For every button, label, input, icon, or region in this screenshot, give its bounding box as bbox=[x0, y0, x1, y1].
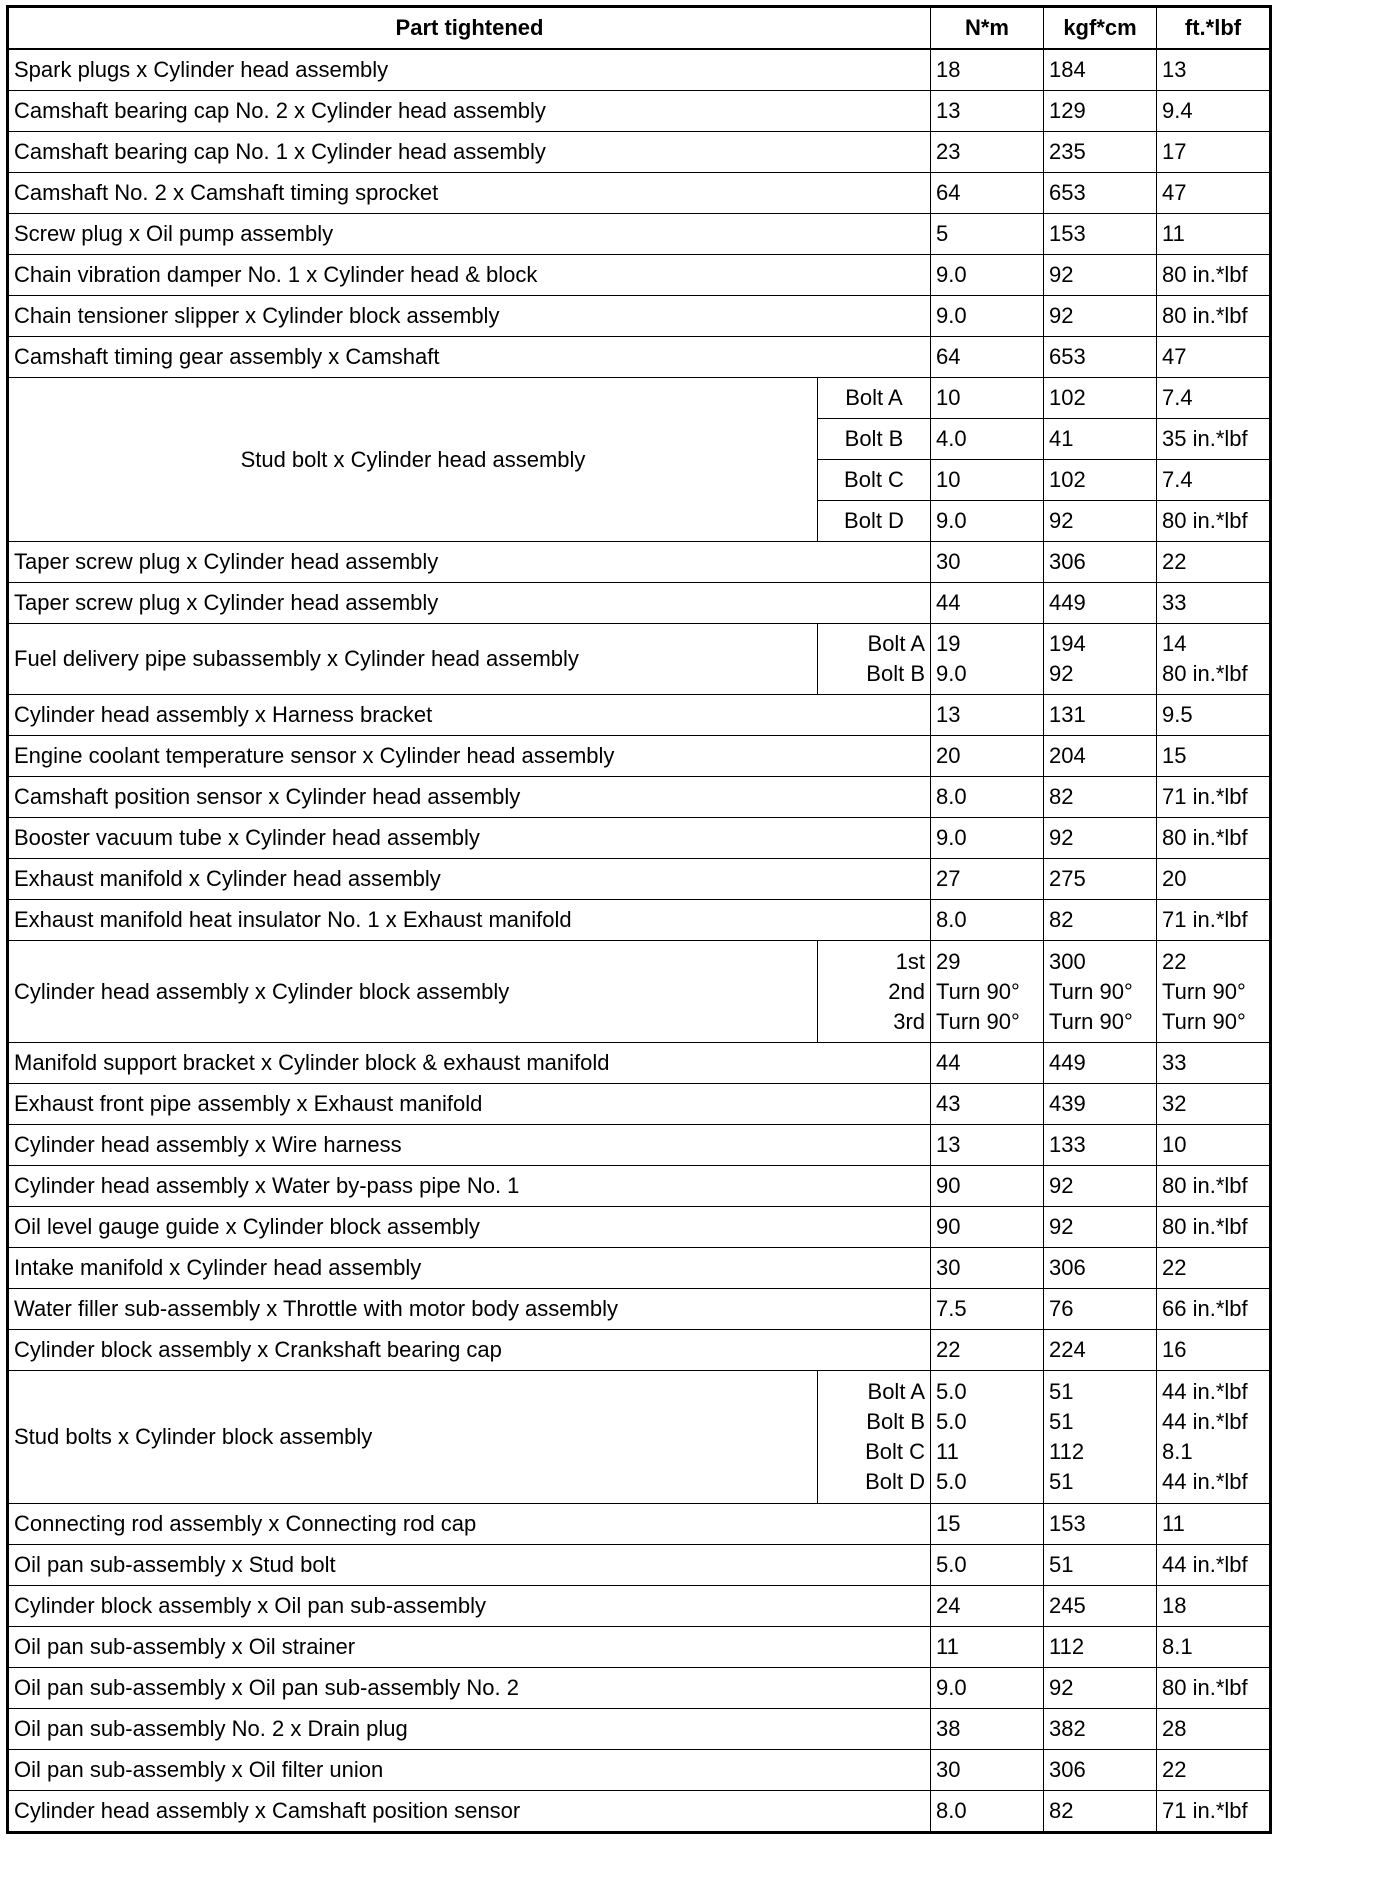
part-cell: Cylinder head assembly x Harness bracket bbox=[8, 695, 931, 736]
header-part-tightened: Part tightened bbox=[8, 7, 931, 50]
kgf-cm-cell bbox=[1044, 1371, 1157, 1504]
ft-lbf-cell: 80 in.*lbf bbox=[1157, 501, 1271, 542]
nm-cell-line: 9.0 bbox=[936, 661, 967, 686]
ft-lbf-cell: 13 bbox=[1157, 49, 1271, 91]
ft-lbf-cell: 9.4 bbox=[1157, 91, 1271, 132]
nm-cell: 11 bbox=[931, 1627, 1044, 1668]
table-body bbox=[8, 49, 1271, 1833]
kgf-cm-cell: 449 bbox=[1044, 583, 1157, 624]
nm-cell: 5.0 bbox=[931, 1545, 1044, 1586]
kgf-cm-cell: 306 bbox=[1044, 1750, 1157, 1791]
sub-label-cell-line: Bolt B bbox=[866, 1409, 925, 1434]
ft-lbf-cell: 7.4 bbox=[1157, 378, 1271, 419]
kgf-cm-cell: 275 bbox=[1044, 859, 1157, 900]
table-row bbox=[8, 91, 1271, 132]
part-cell: Cylinder head assembly x Wire harness bbox=[8, 1125, 931, 1166]
table-row bbox=[8, 695, 1271, 736]
nm-cell: 4.0 bbox=[931, 419, 1044, 460]
kgf-cm-cell-line: 51 bbox=[1049, 1379, 1074, 1404]
table-row bbox=[8, 296, 1271, 337]
nm-cell: 43 bbox=[931, 1084, 1044, 1125]
kgf-cm-cell: 92 bbox=[1044, 296, 1157, 337]
nm-cell: 38 bbox=[931, 1709, 1044, 1750]
table-row bbox=[8, 624, 1271, 695]
table-row bbox=[8, 736, 1271, 777]
kgf-cm-cell: 82 bbox=[1044, 900, 1157, 941]
sub-label-cell-line: 3rd bbox=[893, 1008, 925, 1034]
table-header-row bbox=[8, 7, 1271, 50]
nm-cell-line: 5.0 bbox=[936, 1379, 967, 1404]
sub-label-cell bbox=[818, 624, 931, 695]
kgf-cm-cell: 51 bbox=[1044, 1545, 1157, 1586]
header-ft-lbf: ft.*lbf bbox=[1157, 7, 1271, 50]
kgf-cm-cell bbox=[1044, 941, 1157, 1043]
sub-label-cell: Bolt C bbox=[818, 460, 931, 501]
ft-lbf-cell: 80 in.*lbf bbox=[1157, 1207, 1271, 1248]
ft-lbf-cell-line: Turn 90° bbox=[1162, 1008, 1246, 1034]
nm-cell: 27 bbox=[931, 859, 1044, 900]
nm-cell-line: 11 bbox=[936, 1439, 959, 1464]
nm-cell: 10 bbox=[931, 378, 1044, 419]
nm-cell: 30 bbox=[931, 1750, 1044, 1791]
table-row bbox=[8, 1330, 1271, 1371]
kgf-cm-cell-line: 194 bbox=[1049, 631, 1086, 656]
kgf-cm-cell: 92 bbox=[1044, 501, 1157, 542]
ft-lbf-cell: 44 in.*lbf bbox=[1157, 1545, 1271, 1586]
nm-cell: 18 bbox=[931, 49, 1044, 91]
kgf-cm-cell-line: 51 bbox=[1049, 1409, 1074, 1434]
ft-lbf-cell-line: 8.1 bbox=[1162, 1439, 1193, 1464]
ft-lbf-cell: 47 bbox=[1157, 173, 1271, 214]
ft-lbf-cell: 80 in.*lbf bbox=[1157, 818, 1271, 859]
sub-label-cell-line: 2nd bbox=[888, 978, 925, 1004]
kgf-cm-cell-line: 300 bbox=[1049, 948, 1086, 974]
ft-lbf-cell: 66 in.*lbf bbox=[1157, 1289, 1271, 1330]
kgf-cm-cell: 92 bbox=[1044, 255, 1157, 296]
ft-lbf-cell: 28 bbox=[1157, 1709, 1271, 1750]
table-row bbox=[8, 1125, 1271, 1166]
ft-lbf-cell: 20 bbox=[1157, 859, 1271, 900]
table-row bbox=[8, 378, 1271, 419]
table-row bbox=[8, 777, 1271, 818]
sub-label-cell-line: Bolt C bbox=[865, 1439, 925, 1464]
part-cell: Exhaust manifold x Cylinder head assembly bbox=[8, 859, 931, 900]
nm-cell: 90 bbox=[931, 1166, 1044, 1207]
part-cell: Cylinder block assembly x Oil pan sub-assembly bbox=[8, 1586, 931, 1627]
table-row bbox=[8, 542, 1271, 583]
kgf-cm-cell: 92 bbox=[1044, 818, 1157, 859]
nm-cell-line: 5.0 bbox=[936, 1469, 967, 1494]
ft-lbf-cell: 15 bbox=[1157, 736, 1271, 777]
kgf-cm-cell: 82 bbox=[1044, 777, 1157, 818]
nm-cell: 8.0 bbox=[931, 900, 1044, 941]
nm-cell: 64 bbox=[931, 337, 1044, 378]
kgf-cm-cell: 306 bbox=[1044, 542, 1157, 583]
ft-lbf-cell: 11 bbox=[1157, 1504, 1271, 1545]
part-cell: Taper screw plug x Cylinder head assembly bbox=[8, 542, 931, 583]
kgf-cm-cell: 133 bbox=[1044, 1125, 1157, 1166]
table-row bbox=[8, 132, 1271, 173]
nm-cell bbox=[931, 624, 1044, 695]
kgf-cm-cell: 382 bbox=[1044, 1709, 1157, 1750]
table-row bbox=[8, 1791, 1271, 1833]
ft-lbf-cell-line: 44 in.*lbf bbox=[1162, 1409, 1248, 1434]
nm-cell: 13 bbox=[931, 91, 1044, 132]
ft-lbf-cell: 80 in.*lbf bbox=[1157, 296, 1271, 337]
kgf-cm-cell-line: 112 bbox=[1049, 1439, 1085, 1464]
nm-cell: 22 bbox=[931, 1330, 1044, 1371]
ft-lbf-cell-line: 80 in.*lbf bbox=[1162, 661, 1248, 686]
nm-cell: 44 bbox=[931, 1043, 1044, 1084]
nm-cell: 8.0 bbox=[931, 777, 1044, 818]
kgf-cm-cell: 184 bbox=[1044, 49, 1157, 91]
sub-label-cell-line: Bolt D bbox=[865, 1469, 925, 1494]
ft-lbf-cell bbox=[1157, 941, 1271, 1043]
kgf-cm-cell-line: 92 bbox=[1049, 661, 1074, 686]
nm-cell: 24 bbox=[931, 1586, 1044, 1627]
kgf-cm-cell: 245 bbox=[1044, 1586, 1157, 1627]
part-cell: Stud bolt x Cylinder head assembly bbox=[8, 378, 818, 542]
part-cell: Cylinder block assembly x Crankshaft bearing cap bbox=[8, 1330, 931, 1371]
part-cell: Cylinder head assembly x Camshaft position sensor bbox=[8, 1791, 931, 1833]
nm-cell: 9.0 bbox=[931, 255, 1044, 296]
nm-cell: 8.0 bbox=[931, 1791, 1044, 1833]
kgf-cm-cell: 76 bbox=[1044, 1289, 1157, 1330]
ft-lbf-cell bbox=[1157, 624, 1271, 695]
ft-lbf-cell: 22 bbox=[1157, 1248, 1271, 1289]
table-row bbox=[8, 1545, 1271, 1586]
kgf-cm-cell: 41 bbox=[1044, 419, 1157, 460]
kgf-cm-cell: 102 bbox=[1044, 378, 1157, 419]
kgf-cm-cell: 439 bbox=[1044, 1084, 1157, 1125]
ft-lbf-cell: 9.5 bbox=[1157, 695, 1271, 736]
nm-cell: 44 bbox=[931, 583, 1044, 624]
table-row bbox=[8, 583, 1271, 624]
nm-cell: 23 bbox=[931, 132, 1044, 173]
kgf-cm-cell: 306 bbox=[1044, 1248, 1157, 1289]
kgf-cm-cell: 653 bbox=[1044, 337, 1157, 378]
header-kgf-cm: kgf*cm bbox=[1044, 7, 1157, 50]
ft-lbf-cell: 32 bbox=[1157, 1084, 1271, 1125]
kgf-cm-cell: 153 bbox=[1044, 214, 1157, 255]
sub-label-cell-line: Bolt A bbox=[867, 1379, 925, 1404]
ft-lbf-cell: 10 bbox=[1157, 1125, 1271, 1166]
nm-cell: 5 bbox=[931, 214, 1044, 255]
ft-lbf-cell: 80 in.*lbf bbox=[1157, 1668, 1271, 1709]
torque-spec-table bbox=[6, 5, 1272, 1834]
part-cell: Cylinder head assembly x Cylinder block assembly bbox=[8, 941, 818, 1043]
part-cell: Fuel delivery pipe subassembly x Cylinder head assembly bbox=[8, 624, 818, 695]
ft-lbf-cell: 71 in.*lbf bbox=[1157, 777, 1271, 818]
part-cell: Oil level gauge guide x Cylinder block assembly bbox=[8, 1207, 931, 1248]
ft-lbf-cell-line: 14 bbox=[1162, 631, 1187, 656]
kgf-cm-cell: 92 bbox=[1044, 1668, 1157, 1709]
nm-cell bbox=[931, 941, 1044, 1043]
nm-cell: 15 bbox=[931, 1504, 1044, 1545]
sub-label-cell-line: 1st bbox=[895, 948, 925, 974]
kgf-cm-cell: 112 bbox=[1044, 1627, 1157, 1668]
part-cell: Camshaft timing gear assembly x Camshaft bbox=[8, 337, 931, 378]
ft-lbf-cell: 33 bbox=[1157, 1043, 1271, 1084]
table-row bbox=[8, 1627, 1271, 1668]
part-cell: Spark plugs x Cylinder head assembly bbox=[8, 49, 931, 91]
nm-cell: 20 bbox=[931, 736, 1044, 777]
part-cell: Engine coolant temperature sensor x Cylinder head assembly bbox=[8, 736, 931, 777]
part-cell: Camshaft position sensor x Cylinder head assembly bbox=[8, 777, 931, 818]
ft-lbf-cell-line: Turn 90° bbox=[1162, 978, 1246, 1004]
table-row bbox=[8, 818, 1271, 859]
table-row bbox=[8, 941, 1271, 1043]
kgf-cm-cell-line: 51 bbox=[1049, 1469, 1074, 1494]
part-cell: Screw plug x Oil pump assembly bbox=[8, 214, 931, 255]
ft-lbf-cell: 71 in.*lbf bbox=[1157, 1791, 1271, 1833]
kgf-cm-cell: 653 bbox=[1044, 173, 1157, 214]
part-cell: Oil pan sub-assembly x Oil strainer bbox=[8, 1627, 931, 1668]
kgf-cm-cell: 92 bbox=[1044, 1207, 1157, 1248]
ft-lbf-cell: 22 bbox=[1157, 1750, 1271, 1791]
nm-cell-line: Turn 90° bbox=[936, 1008, 1020, 1034]
table-row bbox=[8, 1586, 1271, 1627]
ft-lbf-cell: 80 in.*lbf bbox=[1157, 1166, 1271, 1207]
ft-lbf-cell-line: 22 bbox=[1162, 948, 1187, 974]
table-row bbox=[8, 900, 1271, 941]
ft-lbf-cell: 18 bbox=[1157, 1586, 1271, 1627]
ft-lbf-cell: 17 bbox=[1157, 132, 1271, 173]
table-row bbox=[8, 1504, 1271, 1545]
nm-cell: 90 bbox=[931, 1207, 1044, 1248]
table-row bbox=[8, 255, 1271, 296]
table-row bbox=[8, 1043, 1271, 1084]
part-cell: Oil pan sub-assembly x Oil filter union bbox=[8, 1750, 931, 1791]
kgf-cm-cell: 102 bbox=[1044, 460, 1157, 501]
ft-lbf-cell: 8.1 bbox=[1157, 1627, 1271, 1668]
part-cell: Chain vibration damper No. 1 x Cylinder head & block bbox=[8, 255, 931, 296]
part-cell: Water filler sub-assembly x Throttle with motor body assembly bbox=[8, 1289, 931, 1330]
ft-lbf-cell bbox=[1157, 1371, 1271, 1504]
table-row bbox=[8, 173, 1271, 214]
ft-lbf-cell-line: 44 in.*lbf bbox=[1162, 1379, 1248, 1404]
part-cell: Oil pan sub-assembly x Oil pan sub-assembly No. 2 bbox=[8, 1668, 931, 1709]
table-row bbox=[8, 1750, 1271, 1791]
kgf-cm-cell: 204 bbox=[1044, 736, 1157, 777]
kgf-cm-cell: 235 bbox=[1044, 132, 1157, 173]
ft-lbf-cell: 11 bbox=[1157, 214, 1271, 255]
table-row bbox=[8, 1166, 1271, 1207]
part-cell: Intake manifold x Cylinder head assembly bbox=[8, 1248, 931, 1289]
part-cell: Exhaust manifold heat insulator No. 1 x Exhaust manifold bbox=[8, 900, 931, 941]
nm-cell: 13 bbox=[931, 695, 1044, 736]
ft-lbf-cell: 7.4 bbox=[1157, 460, 1271, 501]
kgf-cm-cell: 153 bbox=[1044, 1504, 1157, 1545]
part-cell: Oil pan sub-assembly No. 2 x Drain plug bbox=[8, 1709, 931, 1750]
part-cell: Connecting rod assembly x Connecting rod cap bbox=[8, 1504, 931, 1545]
table-row bbox=[8, 1207, 1271, 1248]
nm-cell bbox=[931, 1371, 1044, 1504]
nm-cell: 9.0 bbox=[931, 1668, 1044, 1709]
nm-cell-line: 19 bbox=[936, 631, 961, 656]
part-cell: Manifold support bracket x Cylinder block & exhaust manifold bbox=[8, 1043, 931, 1084]
table-row bbox=[8, 1289, 1271, 1330]
nm-cell: 9.0 bbox=[931, 501, 1044, 542]
nm-cell: 30 bbox=[931, 1248, 1044, 1289]
part-cell: Camshaft bearing cap No. 1 x Cylinder head assembly bbox=[8, 132, 931, 173]
sub-label-cell-line: Bolt B bbox=[866, 661, 925, 686]
part-cell: Camshaft bearing cap No. 2 x Cylinder head assembly bbox=[8, 91, 931, 132]
table-row bbox=[8, 1668, 1271, 1709]
header-nm: N*m bbox=[931, 7, 1044, 50]
table-row bbox=[8, 214, 1271, 255]
kgf-cm-cell bbox=[1044, 624, 1157, 695]
table-row bbox=[8, 1248, 1271, 1289]
kgf-cm-cell: 92 bbox=[1044, 1166, 1157, 1207]
nm-cell: 64 bbox=[931, 173, 1044, 214]
nm-cell: 9.0 bbox=[931, 818, 1044, 859]
nm-cell-line: Turn 90° bbox=[936, 978, 1020, 1004]
nm-cell: 7.5 bbox=[931, 1289, 1044, 1330]
nm-cell: 30 bbox=[931, 542, 1044, 583]
kgf-cm-cell: 224 bbox=[1044, 1330, 1157, 1371]
table-row bbox=[8, 859, 1271, 900]
kgf-cm-cell-line: Turn 90° bbox=[1049, 978, 1133, 1004]
part-cell: Taper screw plug x Cylinder head assembly bbox=[8, 583, 931, 624]
sub-label-cell bbox=[818, 1371, 931, 1504]
ft-lbf-cell: 22 bbox=[1157, 542, 1271, 583]
part-cell: Cylinder head assembly x Water by-pass pipe No. 1 bbox=[8, 1166, 931, 1207]
kgf-cm-cell: 129 bbox=[1044, 91, 1157, 132]
part-cell: Oil pan sub-assembly x Stud bolt bbox=[8, 1545, 931, 1586]
ft-lbf-cell: 47 bbox=[1157, 337, 1271, 378]
ft-lbf-cell: 71 in.*lbf bbox=[1157, 900, 1271, 941]
sub-label-cell: Bolt B bbox=[818, 419, 931, 460]
ft-lbf-cell: 35 in.*lbf bbox=[1157, 419, 1271, 460]
ft-lbf-cell: 33 bbox=[1157, 583, 1271, 624]
part-cell: Chain tensioner slipper x Cylinder block assembly bbox=[8, 296, 931, 337]
sub-label-cell-line: Bolt A bbox=[867, 631, 925, 656]
part-cell: Exhaust front pipe assembly x Exhaust manifold bbox=[8, 1084, 931, 1125]
table-row bbox=[8, 337, 1271, 378]
table-row bbox=[8, 49, 1271, 91]
part-cell: Stud bolts x Cylinder block assembly bbox=[8, 1371, 818, 1504]
table-row bbox=[8, 1371, 1271, 1504]
table-row bbox=[8, 1084, 1271, 1125]
ft-lbf-cell-line: 44 in.*lbf bbox=[1162, 1469, 1248, 1494]
sub-label-cell: Bolt D bbox=[818, 501, 931, 542]
kgf-cm-cell: 82 bbox=[1044, 1791, 1157, 1833]
kgf-cm-cell: 449 bbox=[1044, 1043, 1157, 1084]
part-cell: Camshaft No. 2 x Camshaft timing sprocket bbox=[8, 173, 931, 214]
nm-cell-line: 29 bbox=[936, 948, 961, 974]
sub-label-cell bbox=[818, 941, 931, 1043]
ft-lbf-cell: 80 in.*lbf bbox=[1157, 255, 1271, 296]
part-cell: Booster vacuum tube x Cylinder head assembly bbox=[8, 818, 931, 859]
nm-cell: 9.0 bbox=[931, 296, 1044, 337]
kgf-cm-cell: 131 bbox=[1044, 695, 1157, 736]
nm-cell-line: 5.0 bbox=[936, 1409, 967, 1434]
nm-cell: 10 bbox=[931, 460, 1044, 501]
ft-lbf-cell: 16 bbox=[1157, 1330, 1271, 1371]
sub-label-cell: Bolt A bbox=[818, 378, 931, 419]
table-row bbox=[8, 1709, 1271, 1750]
kgf-cm-cell-line: Turn 90° bbox=[1049, 1008, 1133, 1034]
nm-cell: 13 bbox=[931, 1125, 1044, 1166]
